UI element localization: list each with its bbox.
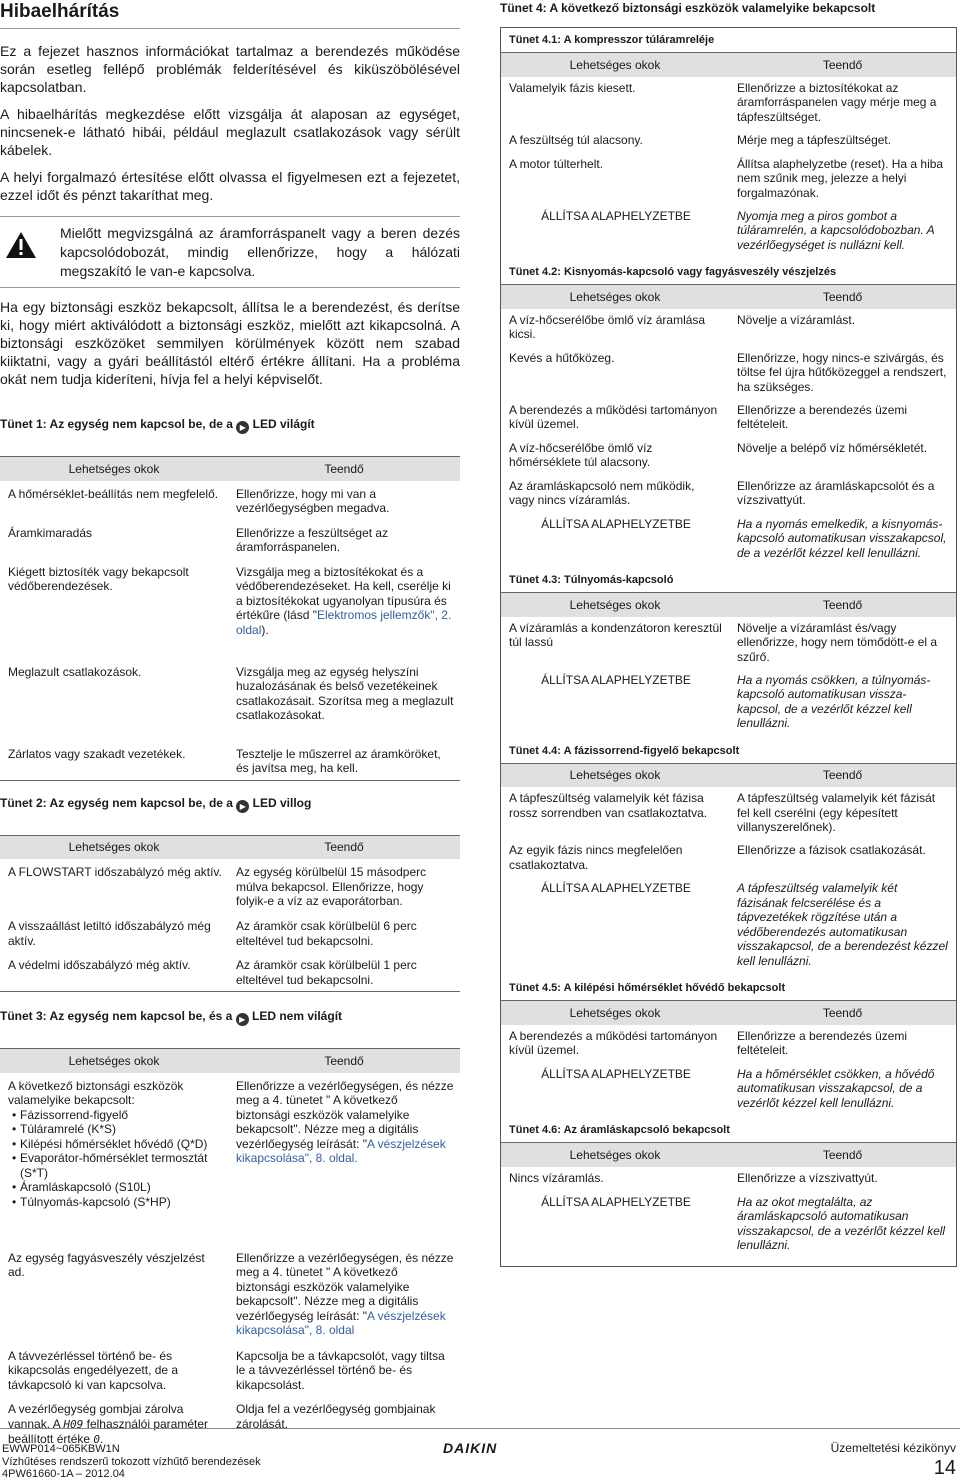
col-header-cause: Lehetséges okok [0, 457, 228, 481]
table-row: Kiégett biztosíték vagy bekapcsolt védőberendezések. Vizsgálja meg a biztosítékokat és a védőberendezéseket. Ha kell, cserélje ki a biztosítékokat ugyanolyan típusúra és értékűre (lásd "Elektromos jellemzők", 2. oldal). [8, 564, 452, 637]
table-row: A hőmérséklet-beállítás nem megfelelő. Ellenőrizze, hogy mi van a vezérlőegységben megadva. [8, 486, 390, 515]
table-row: Az egyik fázis nincs megfelelően csatlakoztatva. Ellenőrizze a fázisok csatlakozását. [509, 843, 926, 872]
list-item: • Fázissorrend-figyelő [8, 1108, 222, 1123]
led-icon: ▶ [236, 1013, 249, 1026]
table-row: A víz-hőcserélőbe ömlő víz hőmérséklete túl alacsony. Növelje a belépő víz hőmérsékletét. [509, 440, 928, 469]
led-icon: ▶ [236, 800, 249, 813]
reset-row: ÁLLÍTSA ALAPHELYZETBE Ha az okot megtalálta, az áramláskapcsoló automatikusan visszakapcsol, de a vezérlőt kézzel kell lenullázni. [541, 1194, 946, 1252]
table-row: A vízáramlás a kondenzátoron keresztül túl lassú Növelje a vízáramlást és/vagy ellenőrizze, hogy nem tömődött-e el a szűrő. [509, 620, 938, 664]
table-row: A következő biztonsági eszközök valamelyike bekapcsolt: • Fázissorrend-figyelő • Túláramrelé (K*S) • Kilépési hőmérséklet hővédő (Q*D) • Evaporátor-hőmérséklet termosztát (S*T) • Áramláskapcsoló (S10L) • Túlnyomás-kapcsoló (S*HP) Ellenőrizze a vezérlőegységen, és nézze meg a 4. tünetet " A következő biztonsági eszközök valamelyike bekapcsolt". Nézze meg a digitális vezérlőegység leírását: "A vészjelzések kikapcsolása", 8. oldal. [0, 1073, 460, 1245]
symptom-4-3-title: Tünet 4.3: Túlnyomás-kapcsoló [509, 574, 674, 586]
table-row: A víz-hőcserélőbe ömlő víz áramlása kicsi. Növelje a vízáramlást. [509, 312, 856, 341]
footer-doc-info [2, 1443, 261, 1481]
table-row: Kevés a hűtőközeg. Ellenőrizze, hogy nincs-e szivárgás, és töltse fel újra hűtőközeggel a rendszert, ha szükséges. [509, 350, 947, 394]
symptom-4-box [500, 27, 957, 1267]
right-column [500, 0, 958, 15]
safety-device-list [8, 1108, 222, 1210]
symptom-4-4-table: Lehetséges okok Teendő A tápfeszültség valamelyik két fázisa rossz sorrendben van csatlakoztatva. A tápfeszültség valamelyik két fázisát fel kell cserélni (egy képesített villanyszerelőnek). Az egyik fázis nincs megfelelően csatlakoztatva. Ellenőrizze a fázisok csatlakozását. ÁLLÍTSA ALAPHELYZETBE A tápfeszültség valamelyik két fázisának felcserélése és a tápvezetékek rögzítése után a védőberendezés automatikusan visszakapcsol, de a berendezést kézzel kell lenullázni. [501, 763, 956, 973]
daikin-logo: DAIKIN [443, 1440, 498, 1456]
left-column [0, 0, 460, 1452]
table-row: Zárlatos vagy szakadt vezetékek. Tesztelje le műszerrel az áramköröket, és javítsa meg, ha kell. [8, 746, 441, 775]
warning-icon [0, 224, 60, 281]
link-alarm-reset-2[interactable]: A vészjelzések kikapcsolása", 8. oldal [236, 1308, 446, 1337]
link-electrical-specs[interactable]: Elektromos jellemzők", 2. oldal [236, 608, 452, 637]
link-alarm-reset[interactable]: A vészjelzések kikapcsolása", 8. oldal. [236, 1136, 446, 1165]
symptom-2-title: Tünet 2: Az egység nem kapcsol be, de a ▶ LED villog [0, 795, 312, 811]
table-row: A visszaállást letiltó időszabályzó még aktív. Az áramkör csak körülbelül 6 perc elteltével tud bekapcsolni. [8, 919, 417, 948]
symptom-4-1-table: Lehetséges okok Teendő Valamelyik fázis kiesett. Ellenőrizze a biztosítékokat az áramforráspanelen vagy mérje meg a tápfeszültséget. A feszültség túl alacsony. Mérje meg a tápfeszültséget. A motor túlterhelt. Állítsa alaphelyzetbe (reset). Ha a hiba nem szűnik meg, jelezze a helyi forgalmazónak. ÁLLÍTSA ALAPHELYZETBE Nyomja meg a piros gombot a túláramrelén, a kapcsolódobozban. A vezérlőegységet is nullázni kell. [501, 52, 956, 256]
footer-doc-number: 4PW61660-1A – 2012.04 [2, 1468, 125, 1480]
title-rule [0, 28, 460, 29]
table-row: A tápfeszültség valamelyik két fázisa rossz sorrendben van csatlakoztatva. A tápfeszültség valamelyik két fázisát fel kell cserélni (egy képesített villanyszerelőnek). [509, 791, 936, 834]
symptom-2-table: Lehetséges okok Teendő A FLOWSTART időszabályzó még aktív. Az egység körülbelül 15 másodperc múlva bekapcsol. Ellenőrizze, hogy folyik-e a víz az evaporátorban. A visszaállást letiltó időszabályzó még aktív. Az áramkör csak körülbelül 6 perc elteltével tud bekapcsolni. A védelmi időszabályzó még aktív. Az áramkör csak körülbelül 1 perc elteltével tud bekapcsolni. [0, 835, 460, 993]
symptom-4-4-title: Tünet 4.4: A fázissorrend-figyelő bekapcsolt [509, 744, 740, 757]
list-item: • Kilépési hőmérséklet hővédő (Q*D) [8, 1137, 222, 1152]
symptom-4-title: Tünet 4: A következő biztonsági eszközök valamelyike bekapcsolt [500, 1, 876, 15]
symptom-4-5-title: Tünet 4.5: A kilépési hőmérséklet hővédő bekapcsolt [509, 982, 786, 994]
table-row: Az áramláskapcsoló nem működik, vagy nincs vízáramlás. Ellenőrizze az áramláskapcsolót és a vízszivattyút. [509, 478, 935, 507]
table-row: Valamelyik fázis kiesett. Ellenőrizze a biztosítékokat az áramforráspanelen vagy mérje meg a tápfeszültséget. [509, 80, 937, 124]
warning-text: Mielőtt megvizsgálná az áramforráspanelt vagy a beren dezés kapcsolódobozát, mindig ellenőrizze, hogy a hálózati megszakító le van-e kapcsolva. [60, 225, 460, 279]
symptom-4-6-title: Tünet 4.6: Az áramláskapcsoló bekapcsolt [509, 1124, 730, 1136]
led-icon: ▶ [236, 421, 249, 434]
intro-paragraph-3: A helyi forgalmazó értesítése előtt olvassa el figyelmesen ezt a fejezetet, ezzel időt és pénzt takaríthat meg. [0, 169, 460, 203]
table-row: A berendezés a működési tartományon kívül üzemel. Ellenőrizze a berendezés üzemi feltételeit. [509, 1028, 908, 1057]
table-row: A távvezérléssel történő be- és kikapcsolás engedélyezett, de a távkapcsoló ki van kapcsolva. Kapcsolja be a távkapcsolót, vagy tiltsa le a távvezérléssel történő be- és kikapcsolást. [8, 1348, 445, 1392]
table-row: A feszültség túl alacsony. Mérje meg a tápfeszültséget. [509, 132, 892, 147]
table-row: A berendezés a működési tartományon kívül üzemel. Ellenőrizze a berendezés üzemi feltételeit. [509, 402, 908, 431]
symptom-4-6-table: Lehetséges okok Teendő Nincs vízáramlás. Ellenőrizze a vízszivattyút. ÁLLÍTSA ALAPHELYZETBE Ha az okot megtalálta, az áramláskapcsoló automatikusan visszakapcsol, de a vezérlőt kézzel kell lenullázni. [501, 1142, 956, 1257]
list-item: • Evaporátor-hőmérséklet termosztát (S*T) [8, 1151, 222, 1180]
symptom-4-2-table: Lehetséges okok Teendő A víz-hőcserélőbe ömlő víz áramlása kicsi. Növelje a vízáramlást. Kevés a hűtőközeg. Ellenőrizze, hogy nincs-e szivárgás, és töltse fel újra hűtőközeggel a rendszert, ha szükséges. A berendezés a működési tartományon kívül üzemel. Ellenőrizze a berendezés üzemi feltételeit. A víz-hőcserélőbe ömlő víz hőmérséklete túl alacsony. Növelje a belépő víz hőmérsékletét. Az áramláskapcsoló nem működik, vagy nincs vízáramlás. Ellenőrizze az áramláskapcsolót és a vízszivattyút. ÁLLÍTSA ALAPHELYZETBE Ha a nyomás emelkedik, a kisnyomás-kapcsoló automatikusan visszakapcsol, de a vezérlőt kézzel kell lenullázni. [501, 284, 956, 564]
symptom-4-3-table: Lehetséges okok Teendő A vízáramlás a kondenzátoron keresztül túl lassú Növelje a vízáramlást és/vagy ellenőrizze, hogy nem tömődött-e el a szűrő. ÁLLÍTSA ALAPHELYZETBE Ha a nyomás csökken, a túlnyomás-kapcsoló automatikusan vissza-kapcsol, de a vezérlőt kézzel kell lenullázni. [501, 592, 956, 735]
intro-paragraph-2: A hibaelhárítás megkezdése előtt vizsgálja át alaposan az egységet, nincsenek-e látható hibái, például meglazult csatlakozások vagy sérült kábelek. [0, 106, 460, 158]
symptom-4-2-title: Tünet 4.2: Kisnyomás-kapcsoló vagy fagyásveszély vészjelzés [509, 266, 837, 278]
reset-row: ÁLLÍTSA ALAPHELYZETBE Nyomja meg a piros gombot a túláramrelén, a kapcsolódobozban. A vezérlőegységet is nullázni kell. [541, 208, 935, 252]
table-row: Nincs vízáramlás. Ellenőrizze a vízszivattyút. [509, 1170, 878, 1185]
table-row: A védelmi időszabályzó még aktív. Az áramkör csak körülbelül 1 perc elteltével tud bekapcsolni. [8, 958, 417, 987]
intro-paragraph-4: Ha egy biztonsági eszköz bekapcsolt, állítsa le a berendezést, és derítse ki, hogy miért aktiválódott a biztonsági eszköz, mielőtt azt kikapcsolná. A biztonsági eszközöket semmilyen körülmények között nem szabad kiiktatni, vagy a gyári beállítástól eltérő értékre állítani. Ha a probléma okát nem tudja kideríteni, hívja fel a helyi képviselőt. [0, 299, 460, 387]
reset-row: ÁLLÍTSA ALAPHELYZETBE Ha a nyomás csökken, a túlnyomás-kapcsoló automatikusan vissza-kapcsol, de a vezérlőt kézzel kell lenullázni. [541, 672, 931, 730]
page-title: Hibaelhárítás [0, 1, 120, 22]
reset-row: ÁLLÍTSA ALAPHELYZETBE Ha a nyomás emelkedik, a kisnyomás-kapcsoló automatikusan visszakapcsol, de a vezérlőt kézzel kell lenullázni. [541, 516, 947, 560]
list-item: • Túláramrelé (K*S) [8, 1122, 222, 1137]
table-row: Meglazult csatlakozások. Vizsgálja meg az egység helyszíni huzalozásának és belső vezetékeinek csatlakozásait. Szorítsa meg a meglazult csatlakozásokat. [8, 664, 454, 722]
table-row: Az egység fagyásveszély vészjelzést ad. Ellenőrizze a vezérlőegységen, és nézze meg a 4. tünetet " A következő biztonsági eszközök valamelyike bekapcsolt". Nézze meg a digitális vezérlőegység leírását: "A vészjelzések kikapcsolása", 8. oldal [8, 1250, 454, 1337]
table-row: A FLOWSTART időszabályzó még aktív. Az egység körülbelül 15 másodperc múlva bekapcsol. Ellenőrizze, hogy folyik-e a víz az evaporátorban. [8, 865, 427, 908]
table-row: A vezérlőegység gombjai zárolva vannak. A H09 felhasználói paraméter beállított értéke 0. Oldja fel a vezérlőegység gombjainak zárolását. [8, 1402, 436, 1446]
list-item: • Túlnyomás-kapcsoló (S*HP) [8, 1195, 222, 1210]
footer-model: EWWP014~065KBW1N [2, 1443, 120, 1455]
reset-row: ÁLLÍTSA ALAPHELYZETBE A tápfeszültség valamelyik két fázisának felcserélése és a tápvezetékek rögzítése után a védőberendezés automatikusan visszakapcsol, de a berendezést kézzel kell lenullázni. [541, 881, 948, 968]
list-item: • Áramláskapcsoló (S10L) [8, 1180, 222, 1195]
col-header-action: Teendő [228, 457, 460, 481]
intro-paragraph-1: Ez a fejezet hasznos információkat tartalmaz a berendezés működése során esetleg fellépő problémák felderítésével és kiküszöbölésével kapcsolatban. [0, 43, 460, 95]
symptom-4-1-title: Tünet 4.1: A kompresszor túláramreléje [509, 34, 715, 46]
symptom-3-table: Lehetséges okok Teendő A következő biztonsági eszközök valamelyike bekapcsolt: • Fázissorrend-figyelő • Túláramrelé (K*S) • Kilépési hőmérséklet hővédő (Q*D) • Evaporátor-hőmérséklet termosztát (S*T) • Áramláskapcsoló (S10L) • Túlnyomás-kapcsoló (S*HP) Ellenőrizze a vezérlőegységen, és nézze meg a 4. tünetet " A következő biztonsági eszközök valamelyike bekapcsolt". Nézze meg a digitális vezérlőegység leírását: "A vészjelzések kikapcsolása", 8. oldal. Az egység fagyásveszély vészjelzést ad. Ellenőrizze a vezérlőegységen, és nézze meg a 4. tünetet " A következő biztonsági eszközök valamelyike bekapcsolt". Nézze meg a digitális vezérlőegység leírását: "A vészjelzések kikapcsolása", 8. oldal A távvezérléssel történő be- és kikapcsolás engedélyezett, de a távkapcsoló ki van kapcsolva. Kapcsolja be a távkapcsolót, vagy tiltsa le a távvezérléssel történő be- és kikapcsolást. A vezérlőegység gombjai zárolva vannak. A H09 felhasználói paraméter beállított értéke 0. Oldja fel a vezérlőegység gombjainak zárolását. [0, 1048, 460, 1452]
symptom-1-title: Tünet 1: Az egység nem kapcsol be, de a ▶ LED világít [0, 417, 315, 432]
footer-description: Vízhűtéses rendszerű tokozott vízhűtő berendezések [2, 1455, 261, 1468]
table-row: A motor túlterhelt. Állítsa alaphelyzetbe (reset). Ha a hiba nem szűnik meg, jelezze a helyi forgalmazónak. [509, 156, 944, 200]
table-row: Áramkimaradás Ellenőrizze a feszültséget az áramforráspanelen. [8, 525, 389, 554]
warning-box [0, 216, 460, 288]
symptom-3-title: Tünet 3: Az egység nem kapcsol be, és a ▶ LED nem világít [0, 1009, 343, 1024]
page-footer [0, 1428, 960, 1482]
footer-manual-name: Üzemeltetési kézikönyv [830, 1441, 956, 1455]
symptom-1-table [0, 456, 460, 781]
reset-row: ÁLLÍTSA ALAPHELYZETBE Ha a hőmérséklet csökken, a hővédő automatikusan visszakapcsol, de a vezérlőt kézzel kell lenullázni. [541, 1066, 935, 1110]
symptom-4-5-table: Lehetséges okok Teendő A berendezés a működési tartományon kívül üzemel. Ellenőrizze a berendezés üzemi feltételeit. ÁLLÍTSA ALAPHELYZETBE Ha a hőmérséklet csökken, a hővédő automatikusan visszakapcsol, de a vezérlőt kézzel kell lenullázni. [501, 1000, 956, 1114]
page-number: 14 [933, 1457, 956, 1479]
